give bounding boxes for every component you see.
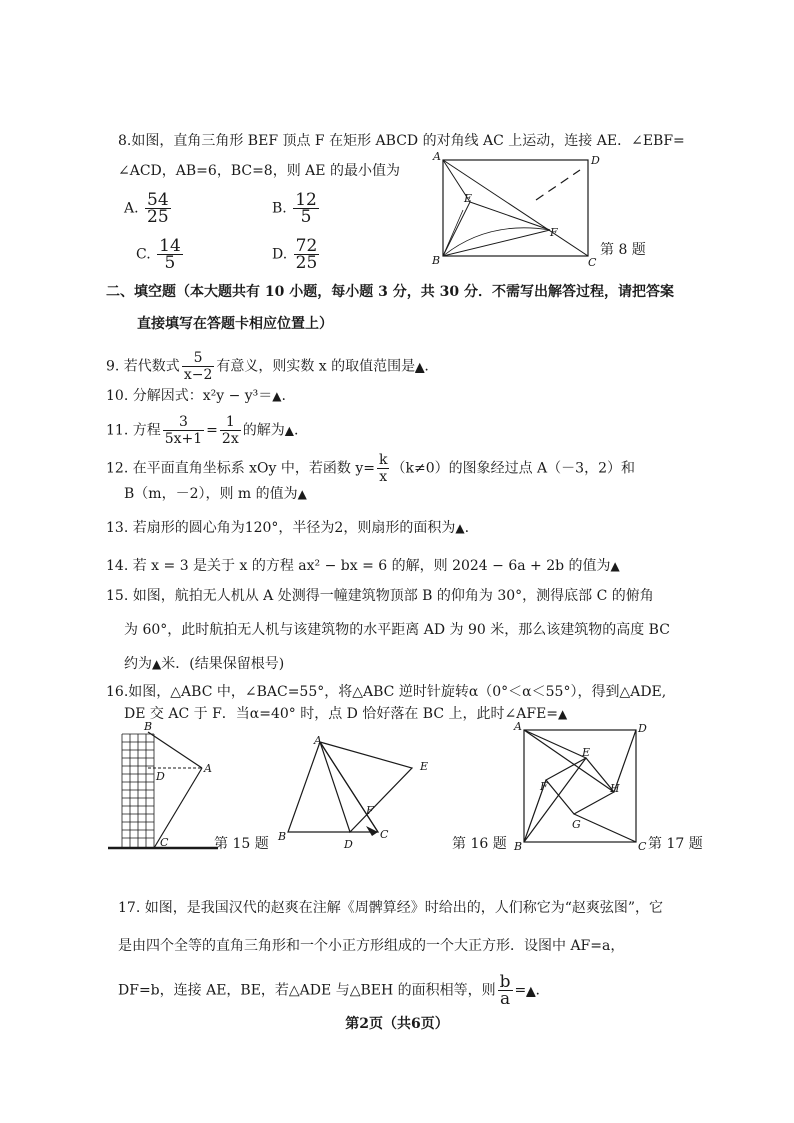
fig17-label-f: F bbox=[540, 780, 548, 793]
question-16-line2: DE 交 AC 于 F．当α=40° 时，点 D 恰好落在 BC 上，此时∠AFE=▲ bbox=[124, 706, 568, 722]
fig17-label-g: G bbox=[572, 818, 581, 831]
question-15-line2: 为 60°，此时航拍无人机与该建筑物的水平距离 AD 为 90 米，那么该建筑物的高度 BC bbox=[124, 622, 670, 638]
section2-line1: 二、填空题（本大题共有 10 小题，每小题 3 分，共 30 分．不需写出解答过程，请把答案 bbox=[106, 284, 674, 300]
caption-q17: 第 17 题 bbox=[648, 836, 703, 852]
caption-q16: 第 16 题 bbox=[452, 836, 507, 852]
fig16-label-d: D bbox=[344, 838, 353, 851]
q8-option-a: A. $\frac{54}{25}$ bbox=[124, 190, 169, 227]
fig17-label-a: A bbox=[514, 720, 522, 733]
fig8-label-b: B bbox=[432, 254, 441, 267]
figure-q16 bbox=[278, 734, 438, 854]
fig8-label-d: D bbox=[591, 154, 600, 167]
question-9: 9. 若代数式 $\frac{5}{x-2}$ 有意义，则实数 x 的取值范围是▲. bbox=[106, 350, 429, 383]
page-footer: 第2页（共6页） bbox=[345, 1016, 449, 1032]
question-17-line3: DF=b，连接 AE，BE，若△ADE 与△BEH 的面积相等，则 $\frac{b}{a}$ =▲. bbox=[118, 972, 540, 1009]
question-10: 10. 分解因式：x²y − y³＝▲. bbox=[106, 388, 286, 404]
fig17-label-e: E bbox=[582, 746, 591, 759]
fig17-label-b: B bbox=[514, 840, 523, 853]
fig8-label-f: F bbox=[550, 226, 558, 239]
fig15-label-a: A bbox=[204, 762, 212, 775]
fig15-label-c: C bbox=[160, 836, 169, 849]
question-15-line1: 15. 如图，航拍无人机从 A 处测得一幢建筑物顶部 B 的仰角为 30°，测得底部 C 的俯角 bbox=[106, 588, 654, 604]
caption-q15: 第 15 题 bbox=[214, 836, 269, 852]
q8-line2: ∠ACD，AB=6，BC=8，则 AE 的最小值为 bbox=[118, 163, 400, 179]
fig16-label-e: E bbox=[420, 760, 429, 773]
fig16-label-f: F bbox=[366, 804, 374, 817]
question-12-line1: 12. 在平面直角坐标系 xOy 中，若函数 y= $\frac{k}{x}$ （k≠0）的图象经过点 A（－3，2）和 bbox=[106, 452, 635, 485]
fig8-label-e: E bbox=[464, 192, 473, 205]
question-15-line3: 约为▲米．(结果保留根号) bbox=[124, 656, 285, 672]
question-12-line2: B（m，－2），则 m 的值为▲ bbox=[124, 486, 307, 502]
fig8-label-c: C bbox=[588, 256, 597, 269]
q8-option-c: C. $\frac{14}{5}$ bbox=[136, 236, 181, 273]
fig15-label-b: B bbox=[144, 720, 153, 733]
question-16-line1: 16.如图，△ABC 中，∠BAC=55°，将△ABC 逆时针旋转α（0°＜α＜55°），得到△ADE, bbox=[106, 684, 667, 700]
figure-q17 bbox=[510, 720, 650, 854]
section2-line2: 直接填写在答题卡相应位置上） bbox=[137, 316, 333, 332]
figure-q15 bbox=[100, 722, 220, 858]
fig8-label-a: A bbox=[433, 150, 441, 163]
q8-option-b: B. $\frac{12}{5}$ bbox=[272, 190, 317, 227]
q8-line1: 8.如图，直角三角形 BEF 顶点 F 在矩形 ABCD 的对角线 AC 上运动，连接 AE．∠EBF= bbox=[118, 133, 685, 149]
figure-q8 bbox=[428, 150, 598, 268]
fig16-label-c: C bbox=[380, 828, 389, 841]
question-17-line1: 17. 如图，是我国汉代的赵爽在注解《周髀算经》时给出的，人们称它为“赵爽弦图”，它 bbox=[118, 900, 664, 916]
fig15-label-d: D bbox=[156, 770, 165, 783]
fig17-label-c: C bbox=[638, 840, 647, 853]
fig17-label-h: H bbox=[610, 782, 620, 795]
fig17-label-d: D bbox=[638, 722, 647, 735]
fig16-label-b: B bbox=[278, 830, 287, 843]
q8-caption: 第 8 题 bbox=[600, 242, 646, 258]
question-17-line2: 是由四个全等的直角三角形和一个小正方形组成的一个大正方形．设图中 AF=a， bbox=[118, 938, 625, 954]
q8-option-d: D. $\frac{72}{25}$ bbox=[272, 236, 318, 273]
question-13: 13. 若扇形的圆心角为120°，半径为2，则扇形的面积为▲. bbox=[106, 520, 470, 536]
fig16-label-a: A bbox=[314, 734, 322, 747]
question-11: 11. 方程 $\frac{3}{5x+1}$ = $\frac{1}{2x}$ 的解为▲. bbox=[106, 414, 299, 447]
question-14: 14. 若 x = 3 是关于 x 的方程 ax² − bx = 6 的解，则 2024 − 6a + 2b 的值为▲ bbox=[106, 558, 620, 574]
